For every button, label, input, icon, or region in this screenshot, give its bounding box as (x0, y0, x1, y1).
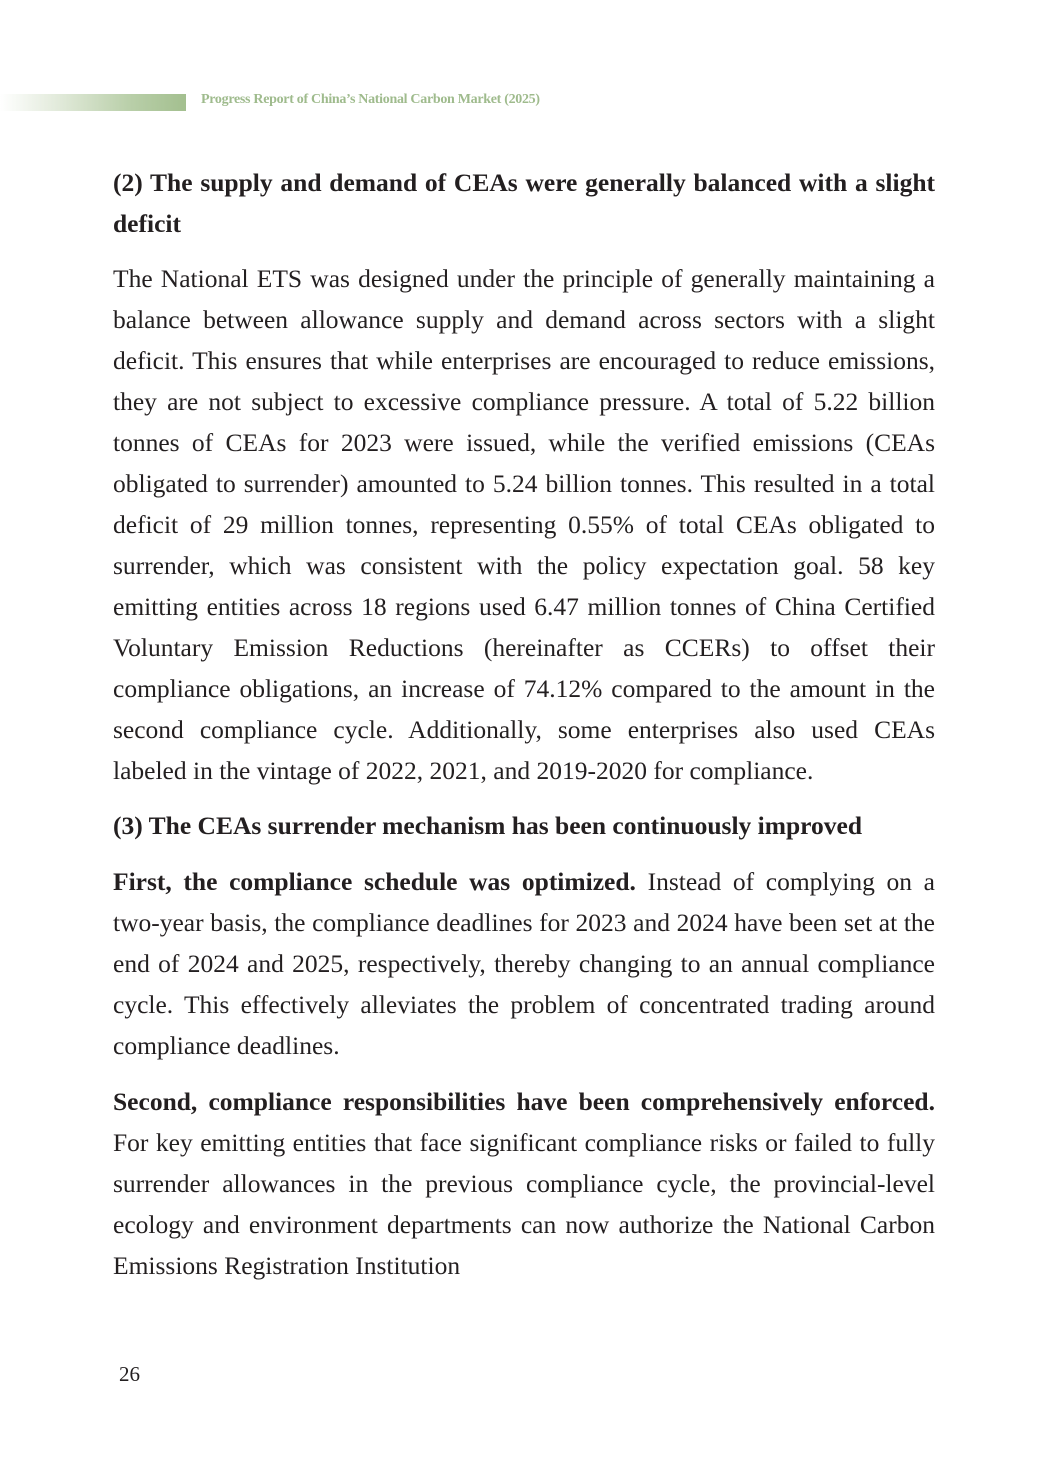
page-number: 26 (119, 1362, 140, 1386)
header-decorative-bar (0, 94, 186, 111)
paragraph-body: For key emitting entities that face significant compliance risks or failed to fully surrender allowances in the previous compliance cycle, the provincial-level ecology and environment departments can now authorize the National Carbon Emissions Registration Institution (113, 1128, 935, 1280)
section-heading-2: (2) The supply and demand of CEAs were generally balanced with a slight deficit (113, 168, 935, 238)
paragraph-body: Instead of complying on a two-year basis, the compliance deadlines for 2023 and 2024 have been set at the end of 2024 and 2025, respectively, thereby changing to an annual compliance cycle. This effectively alleviates the problem of concentrated trading around compliance deadlines. (113, 867, 935, 1060)
paragraph-lead-bold: Second, compliance responsibilities have been comprehensively enforced. (113, 1087, 935, 1116)
paragraph-compliance-enforcement (113, 1081, 935, 1286)
running-header-title: Progress Report of China’s National Carbon Market (2025) (201, 92, 540, 107)
paragraph-lead-bold: First, the compliance schedule was optimized. (113, 867, 636, 896)
paragraph-supply-demand: The National ETS was designed under the principle of generally maintaining a balance between allowance supply and demand across sectors with a slight deficit. This ensures that while enterprises are encouraged to reduce emissions, they are not subject to excessive compliance pressure. A total of 5.22 billion tonnes of CEAs for 2023 were issued, while the verified emissions (CEAs obligated to surrender) amounted to 5.24 billion tonnes. This resulted in a total deficit of 29 million tonnes, representing 0.55% of total CEAs obligated to surrender, which was consistent with the policy expectation goal. 58 key emitting entities across 18 regions used 6.47 million tonnes of China Certified Voluntary Emission Reductions (hereinafter as CCERs) to offset their compliance obligations, an increase of 74.12% compared to the amount in the second compliance cycle. Additionally, some enterprises also used CEAs labeled in the vintage of 2022, 2021, and 2019-2020 for compliance. (113, 264, 935, 785)
page-content (113, 162, 935, 1286)
paragraph-compliance-schedule (113, 861, 935, 1066)
section-heading-3: (3) The CEAs surrender mechanism has been continuously improved (113, 811, 863, 840)
